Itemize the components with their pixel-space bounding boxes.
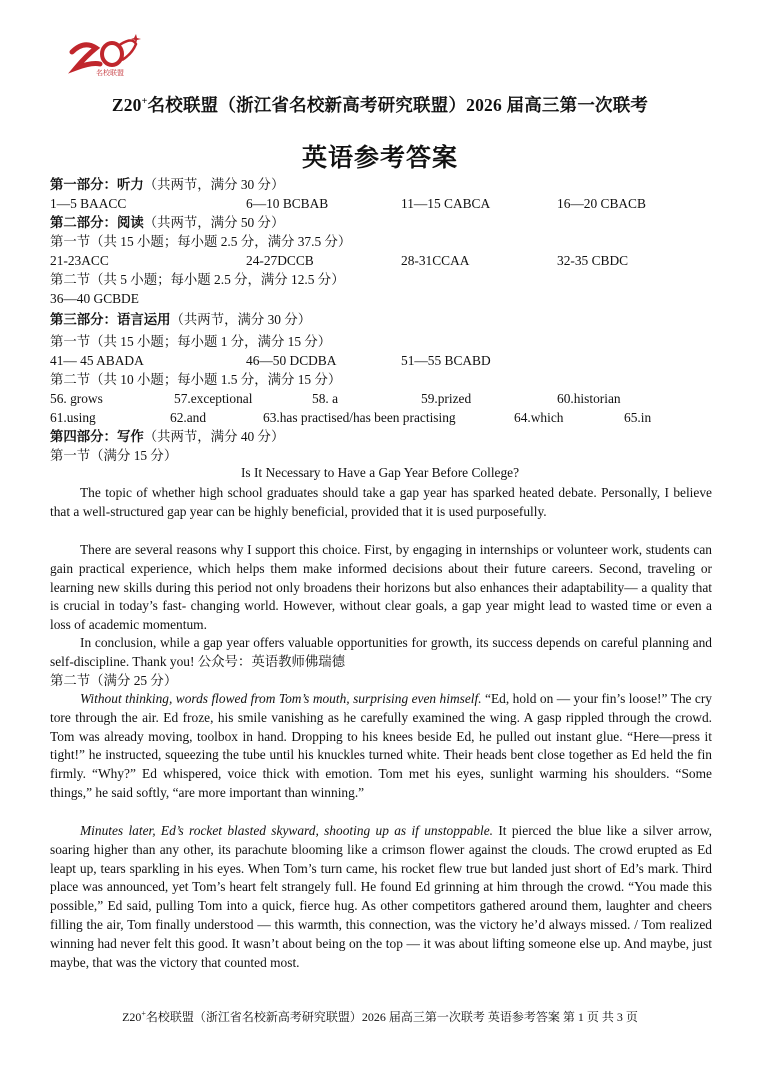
- logo-caption: 名校联盟: [96, 69, 124, 77]
- part2-heading: 第二部分：阅读（共两节，满分 50 分）: [50, 215, 285, 230]
- essay-paragraph-1: The topic of whether high school graduates should take a gap year has sparked heated debate. Personally, I believe that a well-structured gap year can be highly beneficial, provided that it is used purposefully.: [50, 485, 712, 519]
- part4-section2-note: 第二节（满分 25 分）: [50, 673, 178, 688]
- part2-section2-note: 第二节（共 5 小题；每小题 2.5 分，满分 12.5 分）: [50, 272, 345, 287]
- part4-heading: 第四部分：写作（共两节，满分 40 分）: [50, 429, 285, 444]
- essay-paragraph-2: There are several reasons why I support this choice. First, by engaging in internships or volunteer work, students can gain practical experience, which helps them make informed decisions about their future careers. Second, traveling or learning new skills during this period not only broadens their horizons but also enhances their adaptability— a quality that is crucial in today’s fast- changing world. However, without clear goals, a gap year might lead to wasted time or even a loss of academic momentum.: [50, 542, 712, 633]
- part2-section2-answers: 36—40 GCBDE: [50, 291, 139, 306]
- part3-section2-note: 第二节（共 10 小题；每小题 1.5 分，满分 15 分）: [50, 372, 342, 387]
- page-footer: Z20+名校联盟（浙江省名校新高考研究联盟）2026 届高三第一次联考 英语参考答案 第 1 页 共 3 页: [122, 1009, 638, 1024]
- part1-answers: 1—5 BAACC 6—10 BCBAB 11—15 CABCA 16—20 CBACB: [50, 196, 646, 211]
- part2-section1-note: 第一节（共 15 小题；每小题 2.5 分，满分 37.5 分）: [50, 234, 352, 249]
- story-paragraph-1: Without thinking, words flowed from Tom’s mouth, surprising even himself. “Ed, hold on — your fin’s loose!” The cry tore through the air. Ed froze, his smile vanishing as he carefully examined the wing. A gasp rippled through the crowd. Tom was already moving, toolbox in hand. Dropping to his knees beside Ed, he pulled out instant glue. “Here—press it tight!” he instructed, squeezing the tube until his knuckles turned white. Their heads bent close together as Ed held the fin firmly. “Why?” Ed whispered, voice thick with emotion. Tom met his eyes, sunlight warming his shoulders. “Some things,” he said softly, “are more important than winning.”: [50, 691, 713, 800]
- essay-paragraph-3: In conclusion, while a gap year offers valuable opportunities for growth, its success depends on careful planning and self-discipline. Thank you! 公众号：英语教师佛瑞德: [50, 635, 712, 669]
- part3-heading: 第三部分：语言运用（共两节，满分 30 分）: [50, 312, 312, 327]
- part3-section2-row2: 61.using 62.and 63.has practised/has been practising 64.which 65.in: [50, 410, 652, 425]
- document-subtitle: 英语参考答案: [301, 145, 458, 172]
- part2-section1-answers: 21-23ACC 24-27DCCB 28-31CCAA 32-35 CBDC: [50, 253, 629, 268]
- part3-section1-answers: 41— 45 ABADA 46—50 DCDBA 51—55 BCABD: [50, 353, 491, 368]
- document-title: Z20+名校联盟（浙江省名校新高考研究联盟）2026 届高三第一次联考: [111, 95, 649, 115]
- part1-heading: 第一部分：听力（共两节，满分 30 分）: [50, 177, 285, 192]
- story-paragraph-2: Minutes later, Ed’s rocket blasted skyward, shooting up as if unstoppable. It pierced the blue like a silver arrow, soaring higher than any other, its parachute blooming like a crimson flower against the clouds. The crowd erupted as Ed leapt up, tears sparkling in his eyes. When Tom’s turn came, his rocket flew true but landed just short of Ed’s mark. Third place was announced, yet Tom’s heart felt strangely full. He found Ed grinning at him through the crowd. “You made this possible,” Ed said, pulling Tom into a quick, fierce hug. As other competitors gathered around them, laughter and cheers filling the air, Tom finally understood — this warmth, this connection, was the victory he’d always missed. / Tom realized winning had never felt this good. It wasn’t about being on the top — it was about lifting someone else up. And maybe, just maybe, that was the victory that counted most.: [50, 823, 712, 970]
- part3-section1-note: 第一节（共 15 小题；每小题 1 分，满分 15 分）: [50, 334, 332, 349]
- part4-section1-note: 第一节（满分 15 分）: [50, 448, 178, 463]
- essay-title: Is It Necessary to Have a Gap Year Before College?: [240, 465, 520, 480]
- part3-section2-row1: 56. grows 57.exceptional 58. a 59.prized 60.historian: [50, 391, 621, 406]
